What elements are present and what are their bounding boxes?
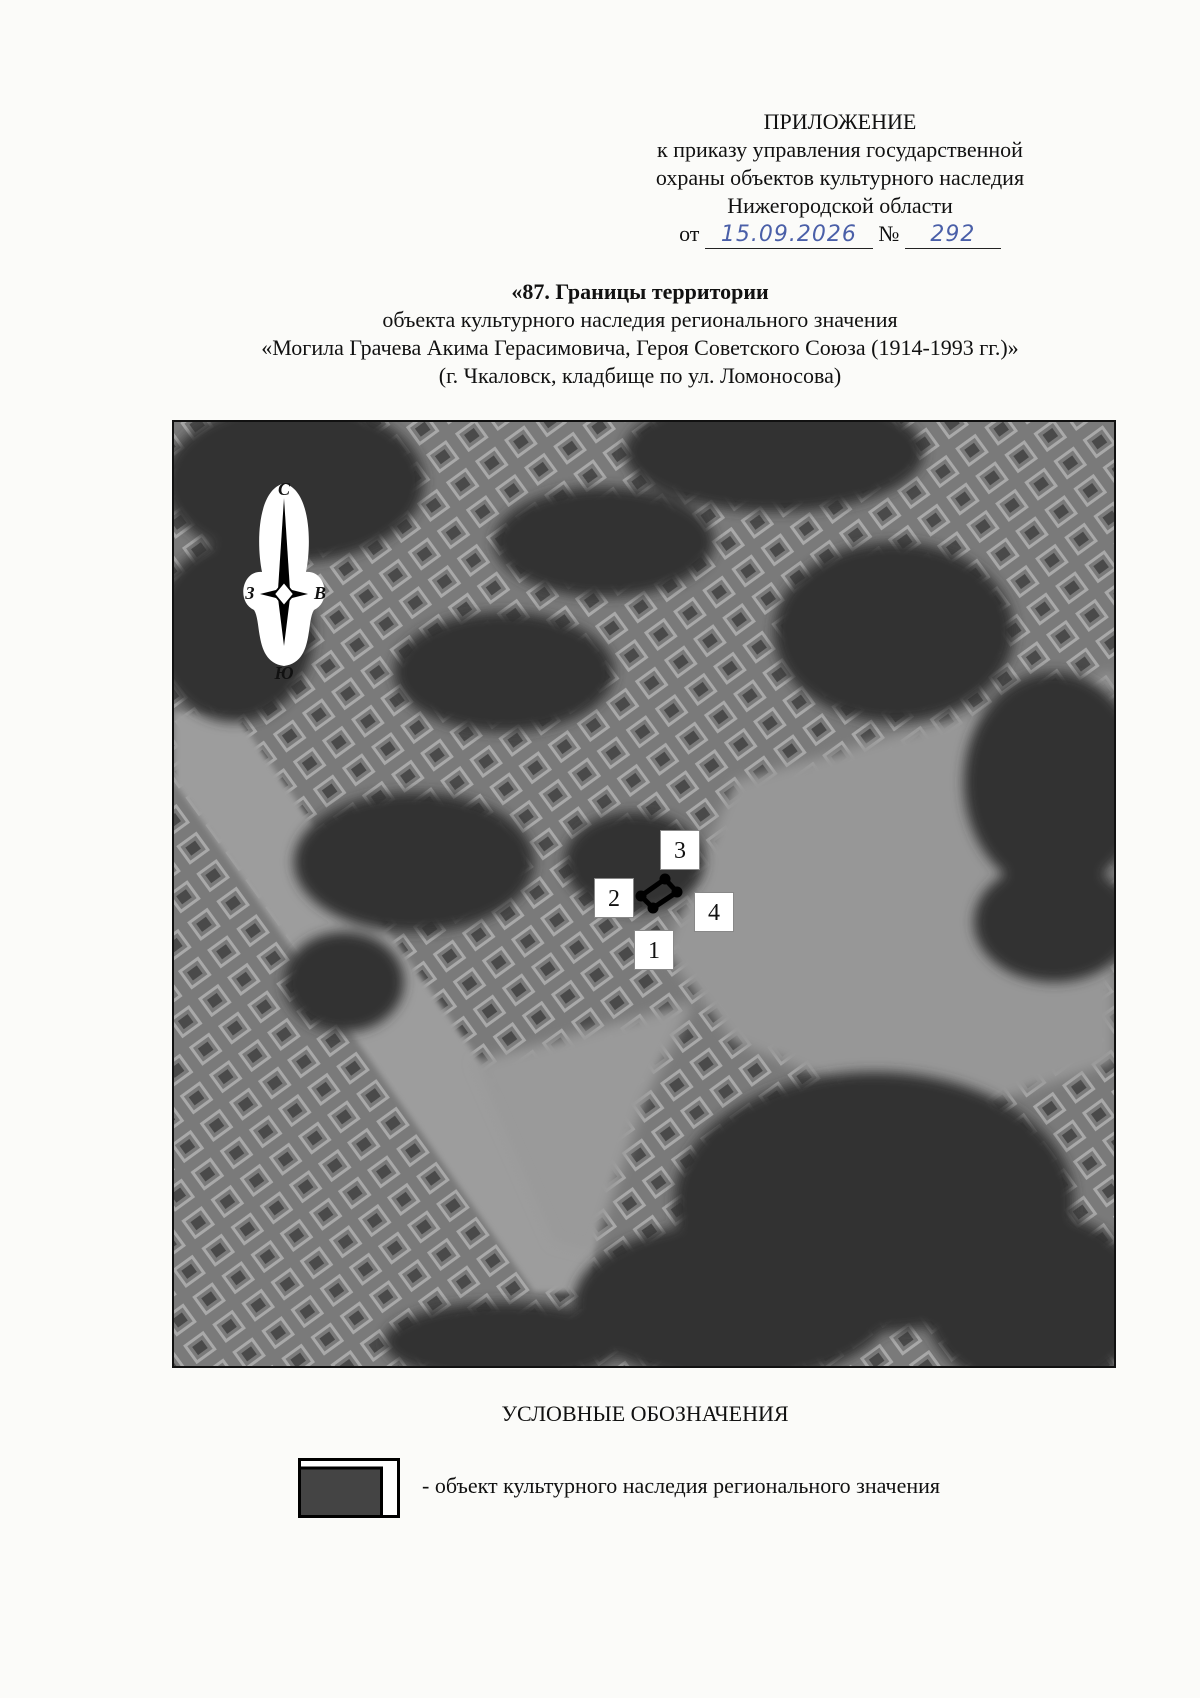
handwritten-number: 292	[905, 222, 1001, 249]
compass-west-label: З	[245, 583, 255, 603]
legend-item	[298, 1458, 1058, 1520]
compass-east-label: В	[313, 583, 326, 603]
compass-north-label: С	[277, 479, 290, 499]
appendix-line-3: Нижегородской области	[727, 193, 953, 218]
appendix-line-1: к приказу управления государственной	[657, 137, 1023, 162]
legend-item-text: - объект культурного наследия регионального значения	[422, 1473, 941, 1498]
legend-swatch	[298, 1458, 400, 1518]
appendix-block	[590, 108, 1090, 249]
point-label-4: 4	[694, 892, 734, 932]
appendix-heading: ПРИЛОЖЕНИЕ	[763, 109, 917, 134]
aerial-photo	[174, 422, 1114, 1366]
appendix-line-2: охраны объектов культурного наследия	[655, 165, 1025, 190]
title-line-2: «Могила Грачева Акима Герасимовича, Героя Советского Союза (1914-1993 гг.)»	[261, 335, 1019, 360]
legend-title: УСЛОВНЫЕ ОБОЗНАЧЕНИЯ	[501, 1401, 789, 1426]
number-sign: №	[878, 221, 900, 246]
handwritten-date: 15.09.2026	[705, 222, 873, 249]
compass-south-label: Ю	[274, 663, 294, 683]
title-line-1: объекта культурного наследия регионального значения	[382, 307, 898, 332]
point-label-2: 2	[594, 878, 634, 918]
aerial-map	[172, 420, 1116, 1368]
title-line-3: (г. Чкаловск, кладбище по ул. Ломоносова)	[438, 363, 842, 388]
document-title	[100, 278, 1180, 390]
title-heading: «87. Границы территории	[511, 279, 769, 304]
point-label-1: 1	[634, 930, 674, 970]
appendix-date-row	[590, 220, 1090, 249]
date-prefix: от	[679, 221, 700, 246]
point-label-3: 3	[660, 830, 700, 870]
